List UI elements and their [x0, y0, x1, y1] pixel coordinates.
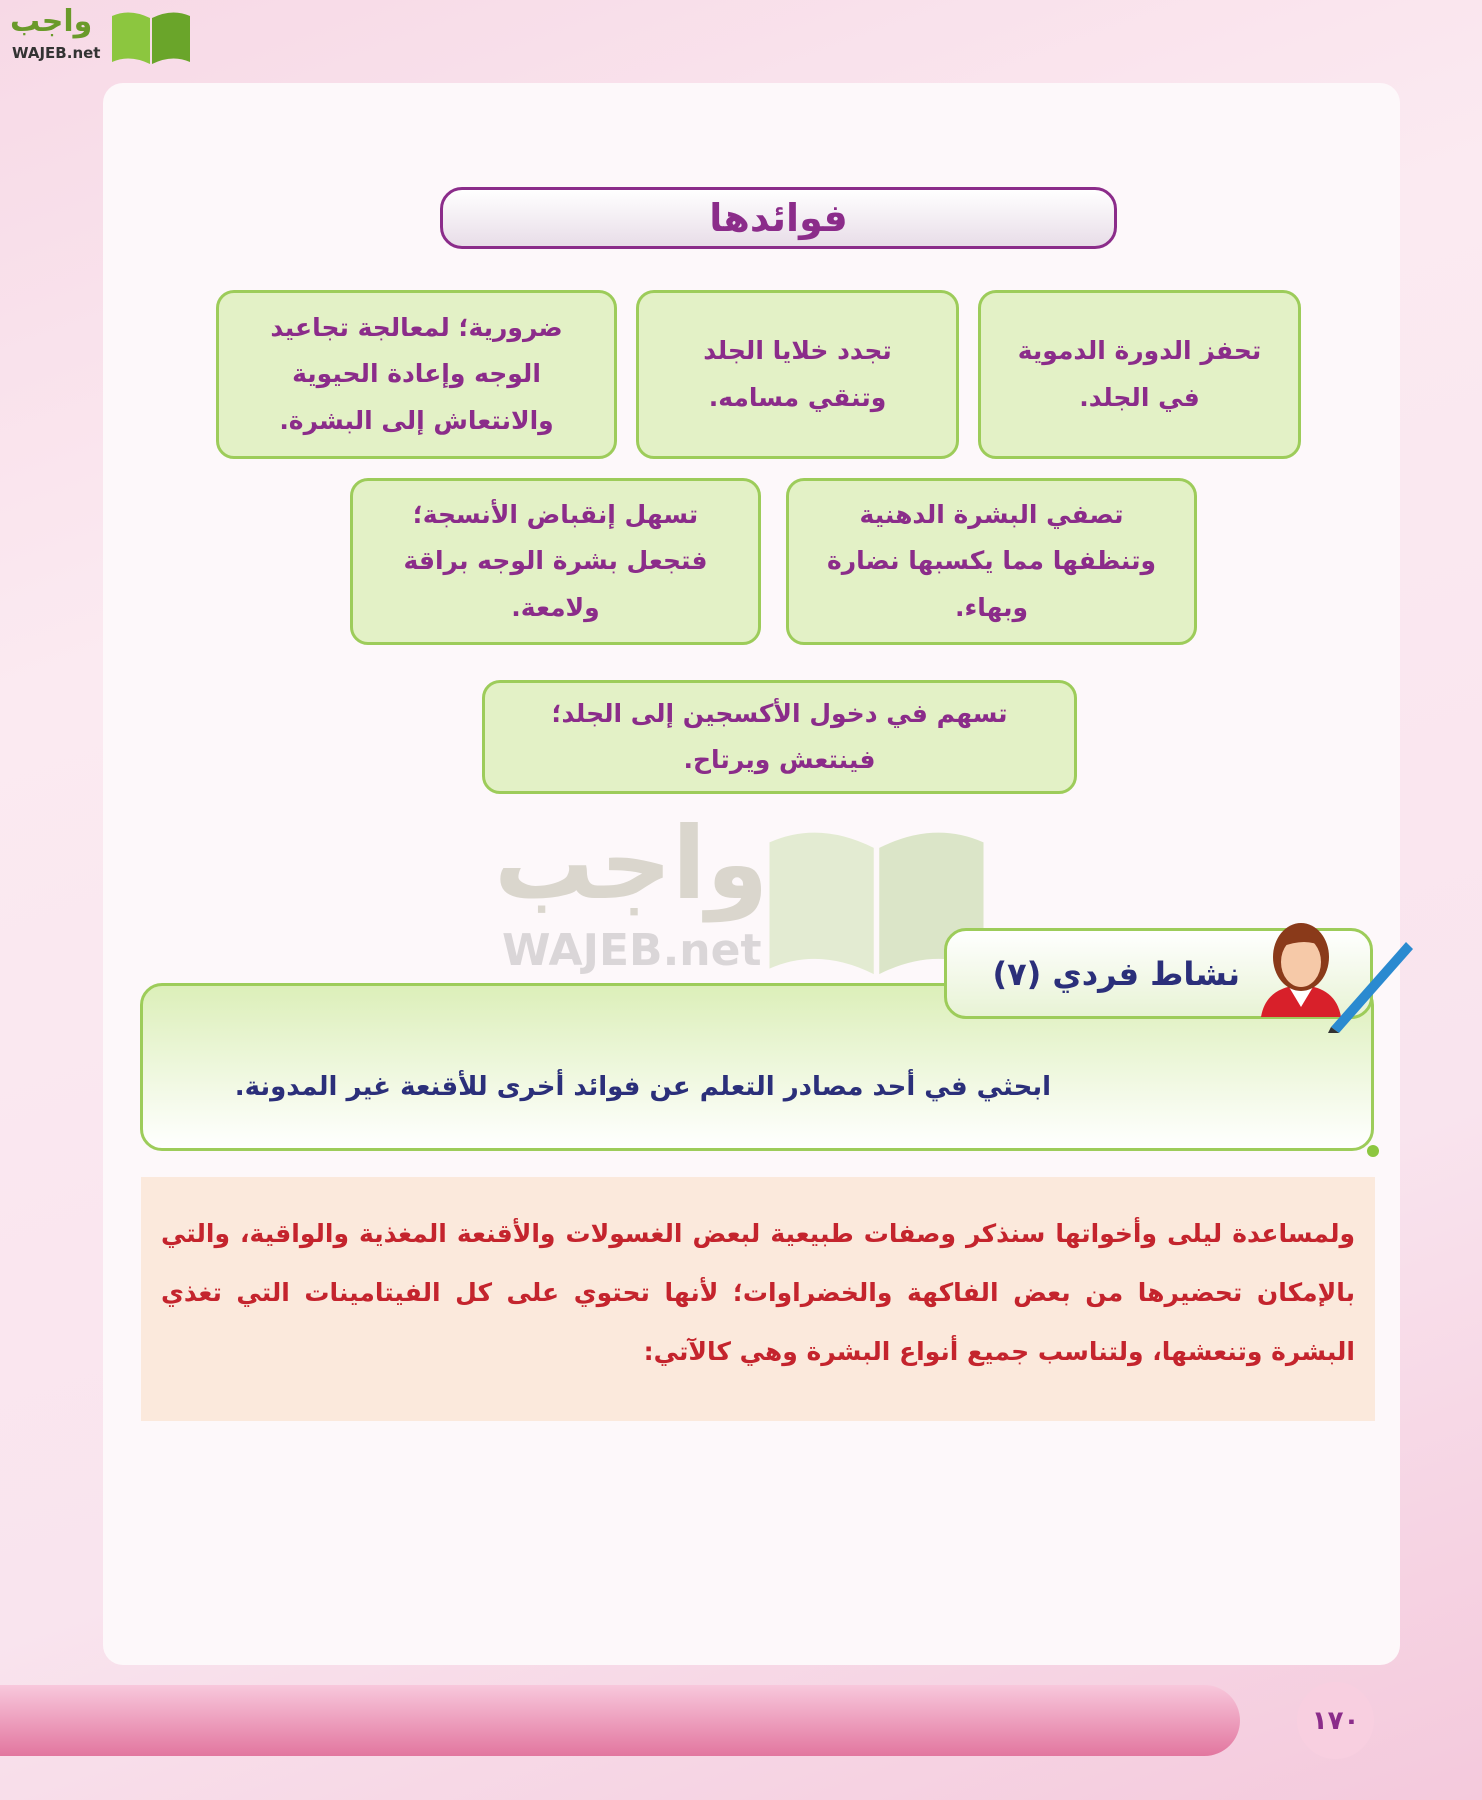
wajeb-logo[interactable]: [6, 4, 191, 66]
benefit-card: تحفز الدورة الدموية في الجلد.: [978, 290, 1301, 459]
activity-text: ابحثي في أحد مصادر التعلم عن فوائد أخرى للأقنعة غير المدونة.: [234, 1072, 1051, 1102]
book-icon: [110, 8, 192, 66]
benefit-card: تسهل إنقباض الأنسجة؛ فتجعل بشرة الوجه براقة ولامعة.: [350, 478, 761, 645]
activity-title: نشاط فردي (٧): [992, 954, 1240, 993]
watermark: [494, 805, 994, 985]
logo-arabic: واجب: [10, 4, 93, 39]
footer-bar: [0, 1685, 1240, 1756]
benefit-card: تصفي البشرة الدهنية وتنظفها مما يكسبها نضارة وبهاء.: [786, 478, 1197, 645]
watermark-arabic: واجب: [494, 805, 769, 922]
watermark-latin: WAJEB.net: [502, 925, 762, 976]
activity-dot: [1367, 1145, 1379, 1157]
benefit-card: تسهم في دخول الأكسجين إلى الجلد؛ فينتعش ويرتاح.: [482, 680, 1077, 794]
student-pencil-icon: [1251, 907, 1416, 1033]
intro-paragraph: ولمساعدة ليلى وأخواتها سنذكر وصفات طبيعية لبعض الغسولات والأقنعة المغذية والواقية، والتي بالإمكان تحضيرها من بعض الفاكهة والخضراوات؛ لأنها تحتوي على كل الفيتامينات التي تغذي البشرة وتنعشها، ولتناسب جميع أنواع البشرة وهي كالآتي:: [141, 1177, 1375, 1421]
benefit-card: ضرورية؛ لمعالجة تجاعيد الوجه وإعادة الحيوية والانتعاش إلى البشرة.: [216, 290, 617, 459]
benefit-card: تجدد خلايا الجلد وتنقي مسامه.: [636, 290, 959, 459]
section-title: فوائدها: [440, 187, 1117, 249]
logo-latin: WAJEB.net: [12, 44, 101, 62]
page-number: ١٧٠: [1297, 1682, 1374, 1759]
